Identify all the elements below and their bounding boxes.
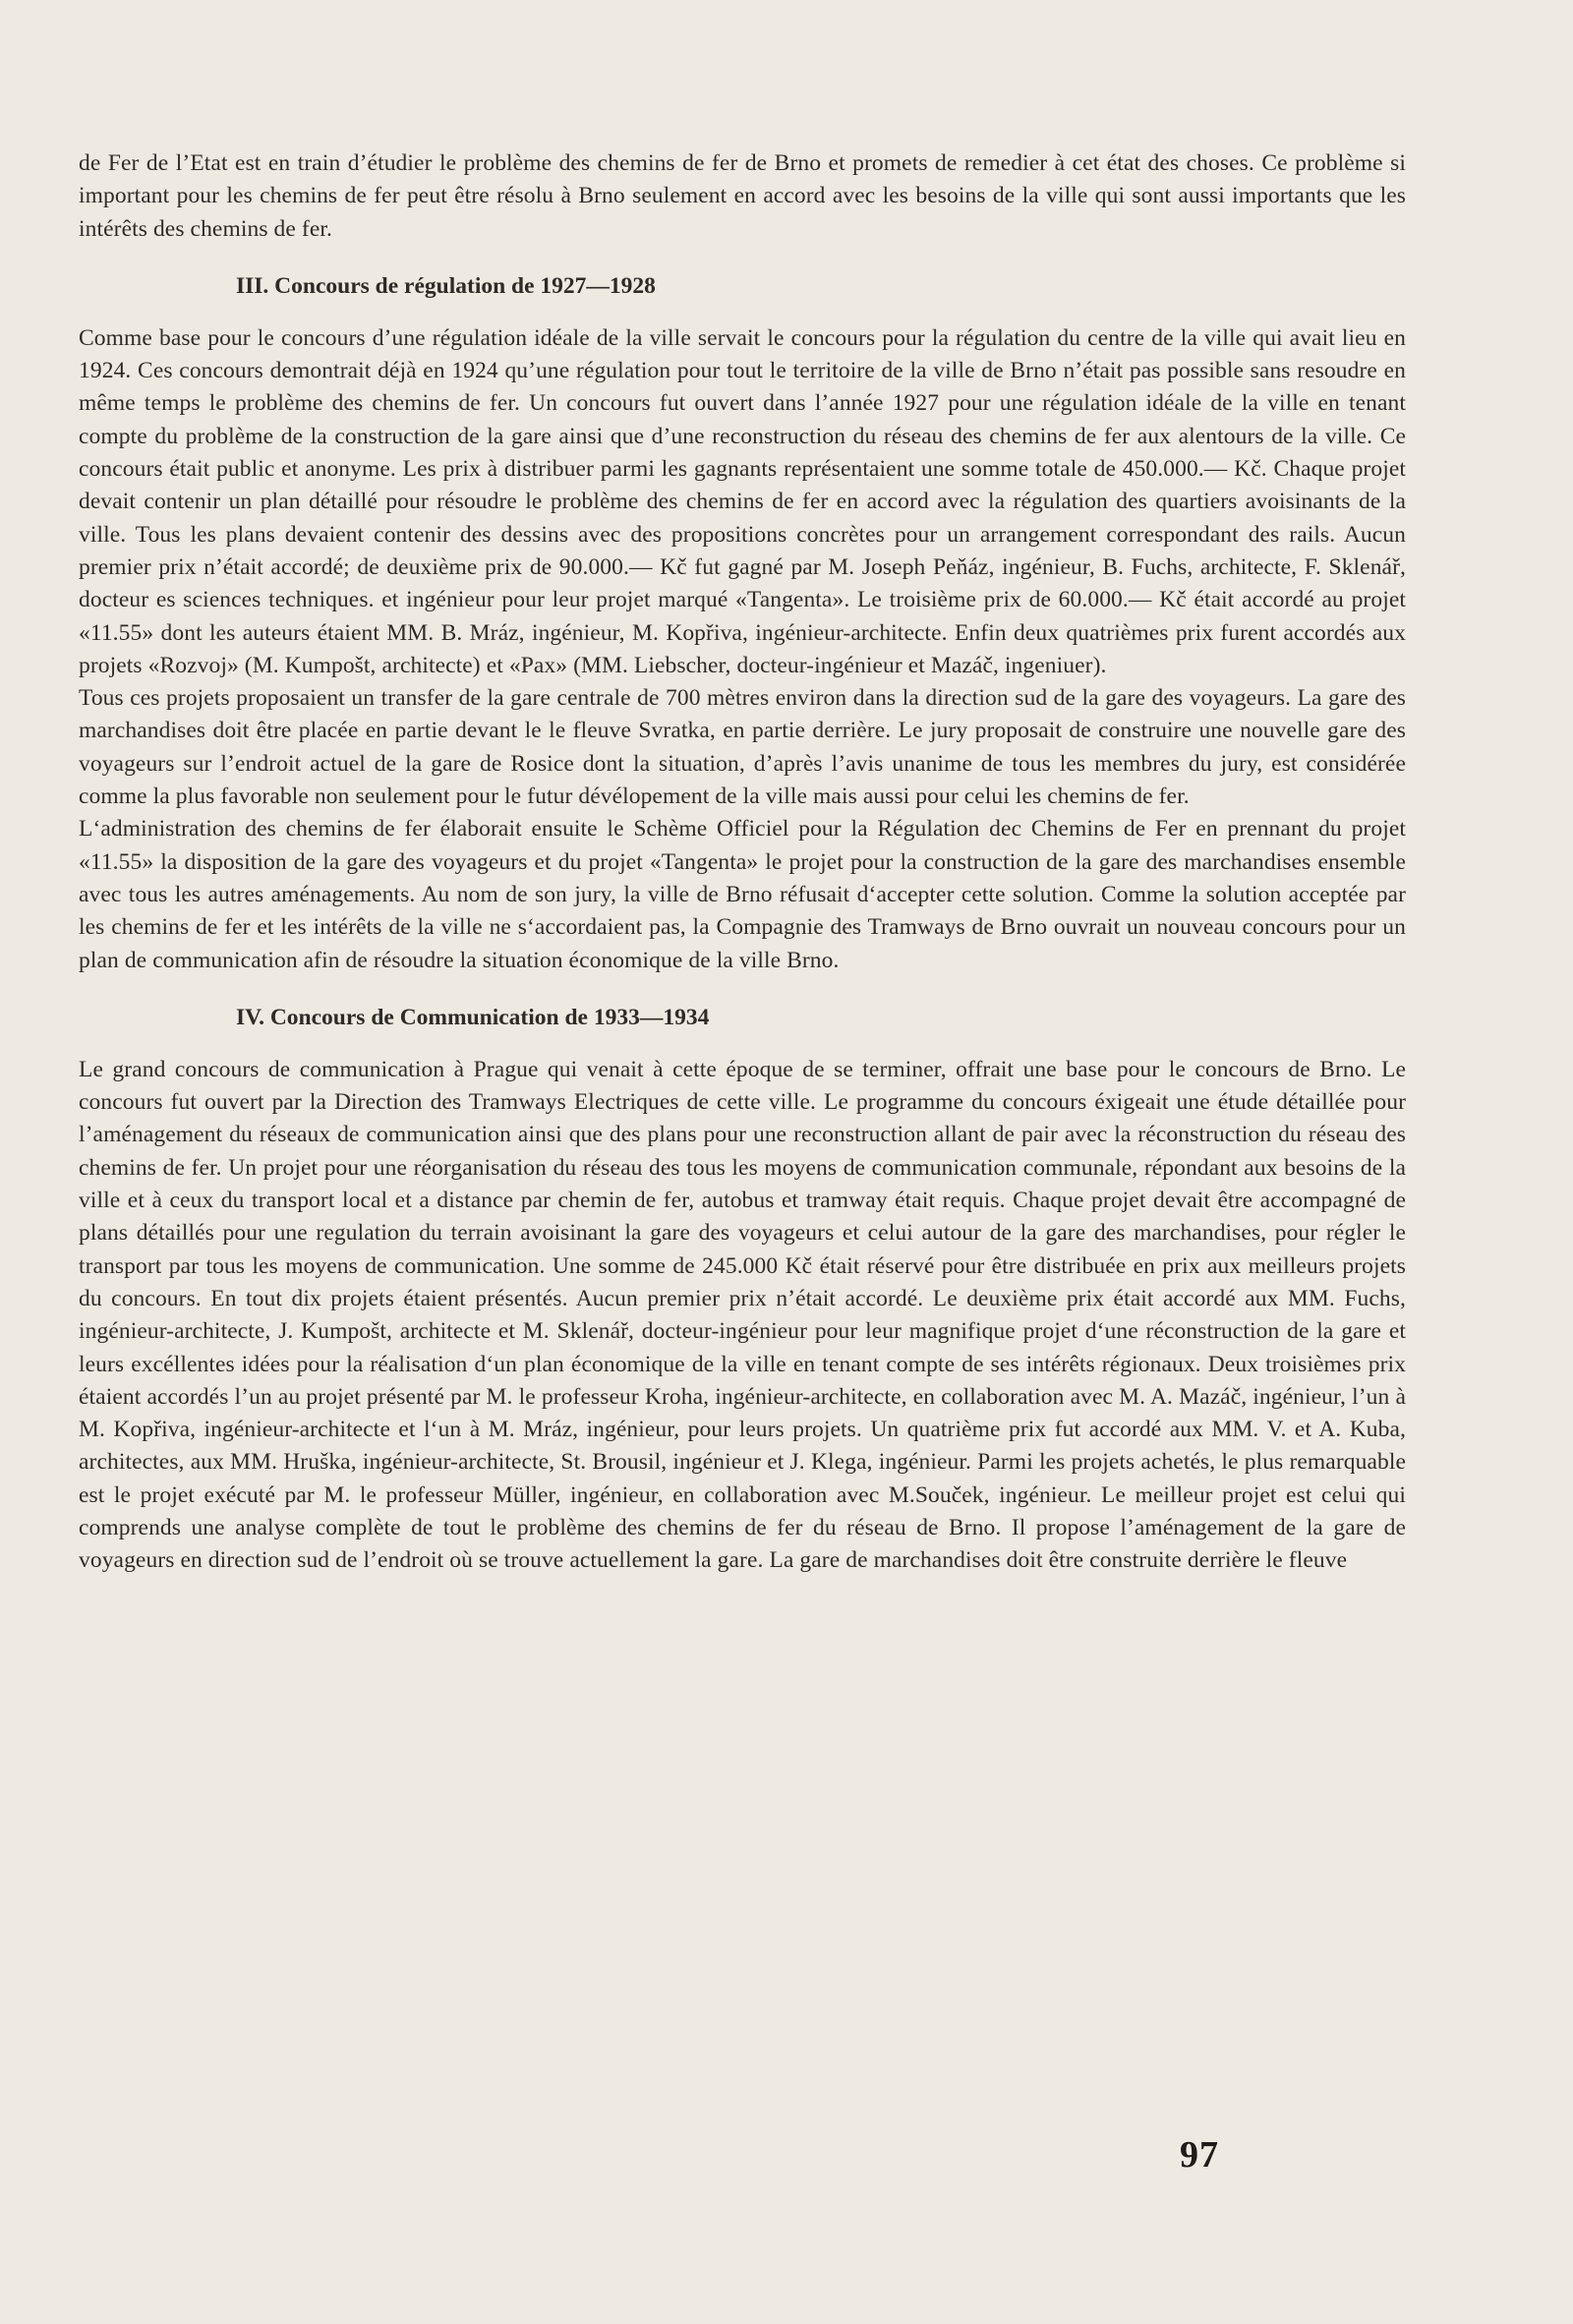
paragraph-iv-1: Le grand concours de communication à Prague qui venait à cette époque de se terminer, offrait une base pour le concours de Brno. Le concours fut ouvert par la Direction des Tramways Electriques de cette ville. Le programme du concours éxigeait une étude détaillée pour l’aménagement du réseaux de communication ainsi que des plans pour une reconstruction allant de pair avec la réconstruction du réseau des chemins de fer. Un projet pour une réorganisation du réseau des tous les moyens de communication communale, répondant aux besoins de la ville et à ceux du transport local et a distance par chemin de fer, autobus et tramway était requis. Chaque projet devait être accompagné de plans détaillés pour une regulation du terrain avoisinant la gare des voyageurs et celui autour de la gare des marchandises, pour régler le transport par tous les moyens de communication. Une somme de 245.000 Kč était réservé pour être distribuée en prix aux meilleurs projets du concours. En tout dix projets étaient présentés. Aucun premier prix n’était accordé. Le deuxième prix était accordé aux MM. Fuchs, ingénieur-architecte, J. Kumpošt, architecte et M. Sklenář, docteur-ingénieur pour leur magnifique projet d‘une réconstruction de la gare et leurs excéllentes idées pour la réalisation d‘un plan économique de la ville en tenant compte de ses intérêts régionaux. Deux troisièmes prix étaient accordés l’un au projet présenté par M. le professeur Kroha, ingénieur-architecte, en collaboration avec M. A. Mazáč, ingénieur, l’un à M. Kopřiva, ingénieur-architecte et l‘un à M. Mráz, ingénieur, pour leurs projets. Un quatrième prix fut accordé aux MM. V. et A. Kuba, architectes, aux MM. Hruška, ingénieur-architecte, St. Brousil, ingénieur et J. Klega, ingénieur. Parmi les projets achetés, le plus remarquable est le projet exécuté par M. le professeur Müller, ingénieur, en collaboration avec M.Souček, ingénieur. Le meilleur projet est celui qui comprends une analyse complète de tout le problème des chemins de fer du réseau de Brno. Il propose l’aménagement de la gare de voyageurs en direction sud de l’endroit où se trouve actuellement la gare. La gare de marchandises doit être construite derrière le fleuve	[79, 1056, 1406, 1574]
paragraph-iii-1: Comme base pour le concours d’une régulation idéale de la ville servait le concours pour la régulation du centre de la ville qui avait lieu en 1924. Ces concours demontrait déjà en 1924 qu’une régulation pour tout le territoire de la ville de Brno n’était pas possible sans resoudre en même temps le problème des chemins de fer. Un concours fut ouvert dans l’année 1927 pour une régulation idéale de la ville en tenant compte du problème de la construction de la gare ainsi que d’une reconstruction du réseau des chemins de fer aux alentours de la ville. Ce concours était public et anonyme. Les prix à distribuer parmi les gagnants représentaient une somme totale de 450.000.— Kč. Chaque projet devait contenir un plan détaillé pour résoudre le problème des chemins de fer en accord avec la régulation des quartiers avoisinants de la ville. Tous les plans devaient contenir des dessins avec des propositions concrètes pour un arrangement correspondant des rails. Aucun premier prix n’était accordé; de deuxième prix de 90.000.— Kč fut gagné par M. Joseph Peňáz, ingénieur, B. Fuchs, architecte, F. Sklenář, docteur es sciences techniques. et ingénieur pour leur projet marqué «Tangenta». Le troisième prix de 60.000.— Kč était accordé au projet «11.55» dont les auteurs étaient MM. B. Mráz, ingénieur, M. Kopřiva, ingénieur-architecte. Enfin deux quatrièmes prix furent accordés aux projets «Rozvoj» (M. Kumpošt, architecte) et «Pax» (MM. Liebscher, docteur-ingénieur et Mazáč, ingeniuer).	[79, 324, 1406, 678]
paragraph-iii-2: Tous ces projets proposaient un transfer de la gare centrale de 700 mètres environ dans la direction sud de la gare des voyageurs. La gare des marchandises doit être placée en partie devant le le fleuve Svratka, en partie derrière. Le jury proposait de construire une nouvelle gare des voyageurs sur l’endroit actuel de la gare de Rosice dont la situation, d’après l’avis unanime de tous les membres du jury, est considérée comme la plus favorable non seulement pour le futur dévélopement de la ville mais aussi pour celui les chemins de fer.	[79, 685, 1406, 810]
section-heading-iii: III. Concours de régulation de 1927—1928	[236, 272, 656, 299]
paragraph-intro-continuation: de Fer de l’Etat est en train d’étudier le problème des chemins de fer de Brno et promets de remedier à cet état des choses. Ce problème si important pour les chemins de fer peut être résolu à Brno seulement en accord avec les besoins de la ville qui sont aussi importants que les intérêts des chemins de fer.	[79, 150, 1406, 242]
page-body	[79, 147, 1406, 1578]
section-heading-iv: IV. Concours de Communication de 1933—1934	[236, 1004, 710, 1030]
paragraph-iii-3: L‘administration des chemins de fer élaborait ensuite le Schème Officiel pour la Régulation dec Chemins de Fer en prennant du projet «11.55» la disposition de la gare des voyageurs et du projet «Tangenta» le projet pour la construction de la gare des marchandises ensemble avec tous les autres aménagements. Au nom de son jury, la ville de Brno réfusait d‘accepter cette solution. Comme la solution acceptée par les chemins de fer et les intérêts de la ville ne s‘accordaient pas, la Compagnie des Tramways de Brno ouvrait un nouveau concours pour un plan de communication afin de résoudre la situation économique de la ville Brno.	[79, 816, 1406, 973]
page-number: 97	[1180, 2134, 1219, 2176]
